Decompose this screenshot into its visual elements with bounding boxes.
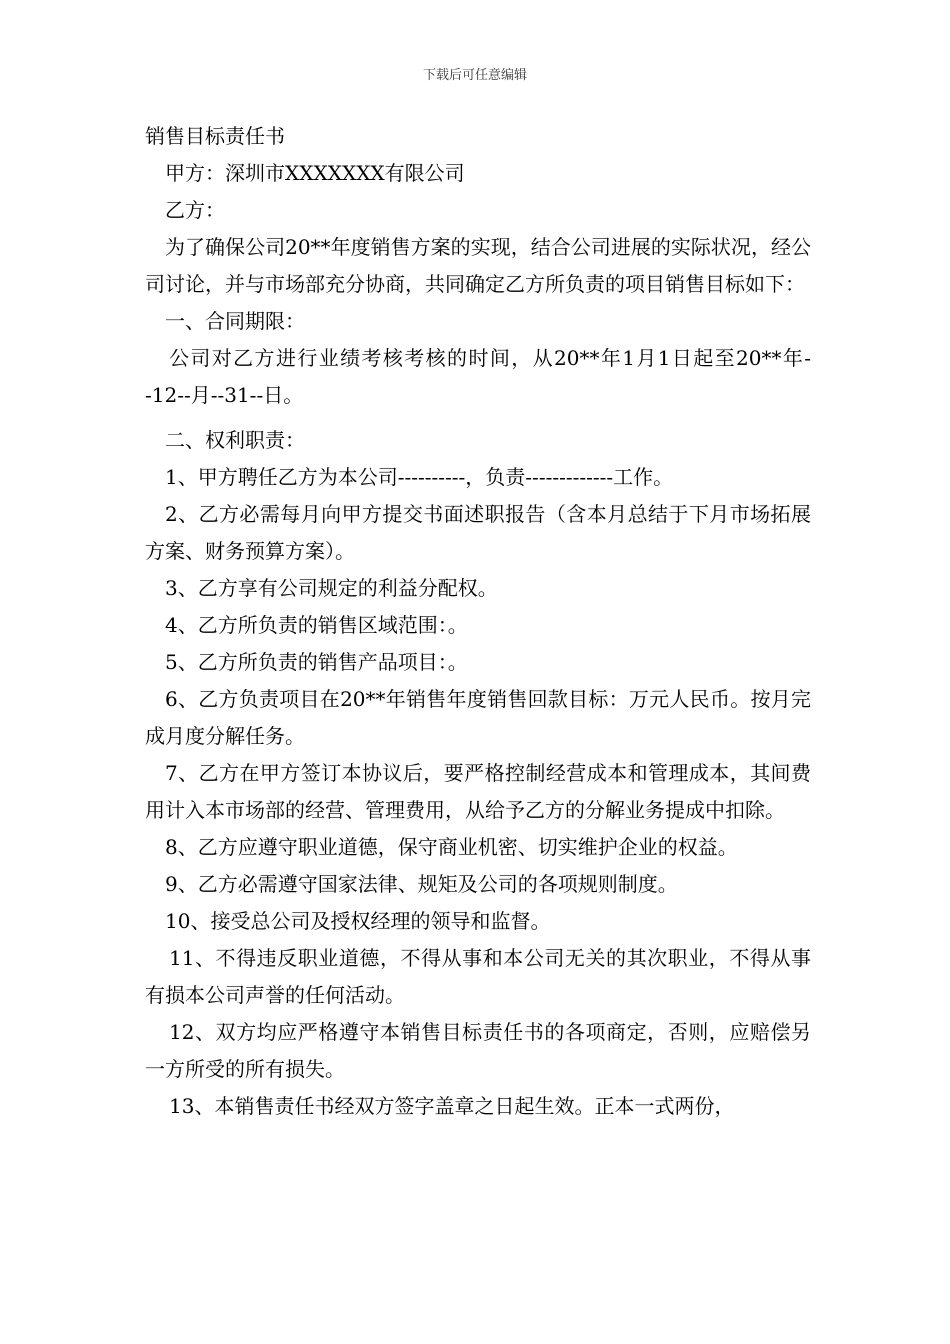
list-item: 13、本销售责任书经双方签字盖章之日起生效。正本一式两份， [169, 1094, 735, 1118]
document-title: 销售目标责任书 [145, 124, 285, 148]
list-item: 6、乙方负责项目在20**年销售年度销售回款目标：万元人民币。按月完成月度分解任务。 [145, 687, 811, 748]
page-header: 下载后可任意编辑 [422, 68, 527, 83]
list-item: 5、乙方所负责的销售产品项目：。 [165, 650, 468, 674]
section-1-text: 公司对乙方进行业绩考核考核的时间，从20**年1月1日起至20**年--12--月--31--日。 [145, 346, 811, 407]
list-item: 7、乙方在甲方签订本协议后，要严格控制经营成本和管理成本，其间费用计入本市场部的经营、管理费用，从给予乙方的分解业务提成中扣除。 [145, 761, 811, 822]
party-a-line: 甲方：深圳市XXXXXXX有限公司 [165, 161, 465, 185]
section-1-heading: 一、合同期限： [165, 309, 305, 333]
party-b-line: 乙方： [165, 198, 225, 222]
list-item: 2、乙方必需每月向甲方提交书面述职报告（含本月总结于下月市场拓展方案、财务预算方案）。 [145, 502, 811, 563]
list-item: 12、双方均应严格遵守本销售目标责任书的各项商定，否则，应赔偿另一方所受的所有损失。 [145, 1020, 811, 1081]
intro-paragraph: 为了确保公司20**年度销售方案的实现，结合公司进展的实际状况，经公司讨论，并与市场部充分协商，共同确定乙方所负责的项目销售目标如下： [145, 235, 811, 296]
document-body [145, 118, 811, 1125]
list-item: 10、接受总公司及授权经理的领导和监督。 [165, 909, 551, 933]
list-item: 9、乙方必需遵守国家法律、规矩及公司的各项规则制度。 [165, 872, 678, 896]
list-item: 4、乙方所负责的销售区域范围：。 [165, 613, 468, 637]
list-item: 3、乙方享有公司规定的利益分配权。 [165, 576, 498, 600]
list-item: 11、不得违反职业道德，不得从事和本公司无关的其次职业，不得从事有损本公司声誉的任何活动。 [145, 946, 811, 1007]
list-item: 1、甲方聘任乙方为本公司----------，负责-------------工作。 [165, 465, 674, 489]
list-item: 8、乙方应遵守职业道德，保守商业机密、切实维护企业的权益。 [165, 835, 738, 859]
section-2-heading: 二、权利职责： [165, 428, 305, 452]
